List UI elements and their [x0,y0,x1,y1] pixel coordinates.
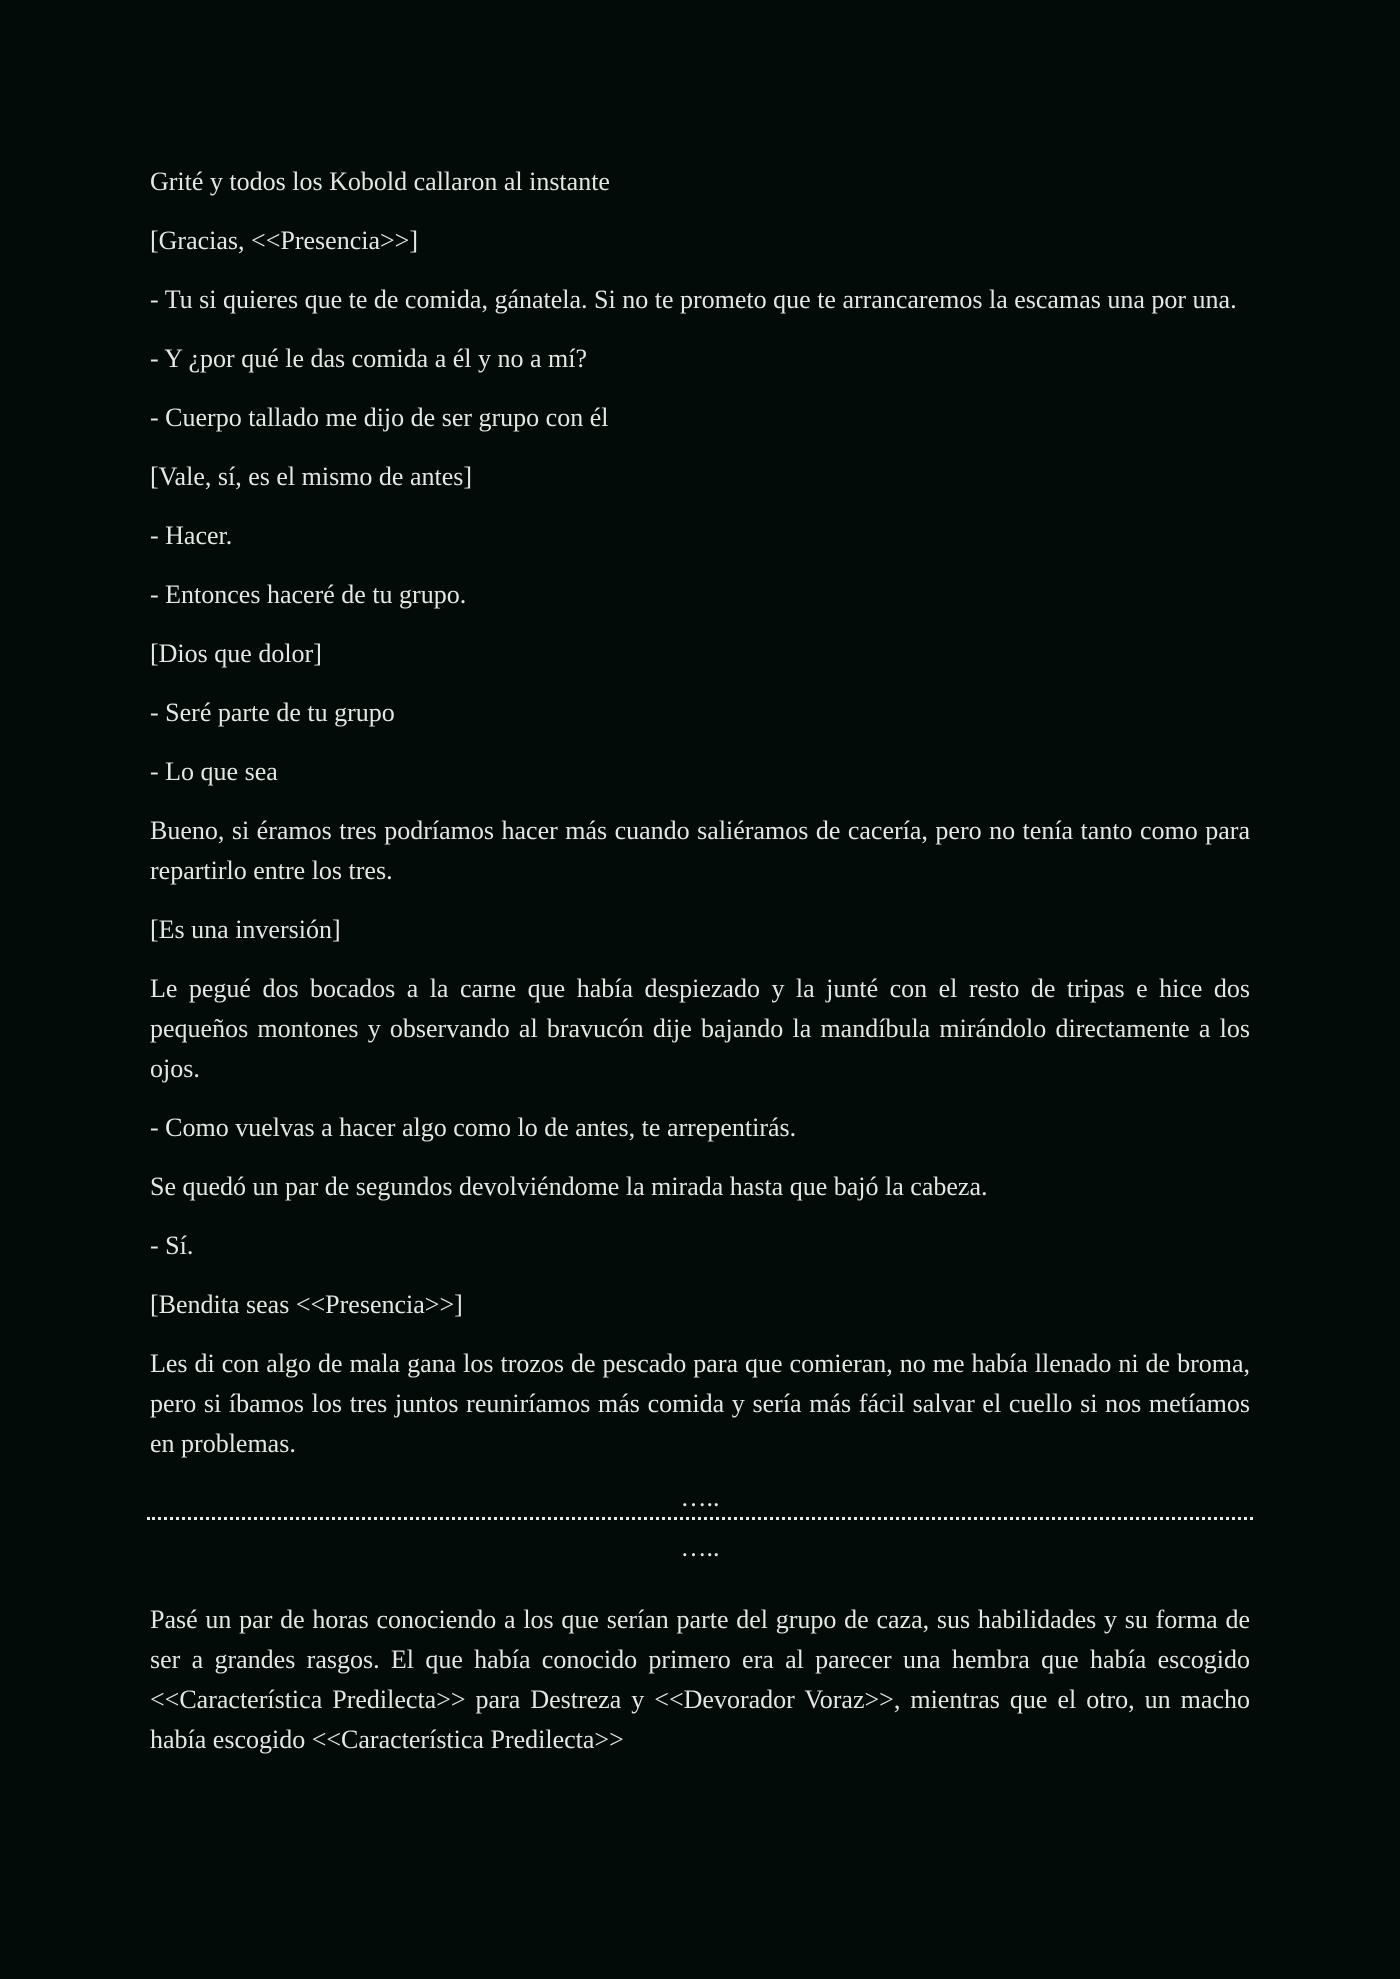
paragraph-7: - Hacer. [150,521,233,550]
paragraph-5: - Cuerpo tallado me dijo de ser grupo con él [150,403,609,432]
paragraph-15: - Como vuelvas a hacer algo como lo de antes, te arrepentirás. [150,1113,797,1142]
paragraph-20: Pasé un par de horas conociendo a los que serían parte del grupo de caza, sus habilidades y su forma de ser a grandes rasgos. El que había conocido primero era al parecer una hembra que había escogido <<Característica Predilecta>> para Destreza y <<Devorador Voraz>>, mientras que el otro, un macho había escogido <<Característica Predilecta>> [150,1605,1250,1754]
section-break-ellipsis-bottom: ….. [680,1533,720,1562]
paragraph-12: Bueno, si éramos tres podríamos hacer más cuando saliéramos de cacería, pero no tenía tanto como para repartirlo entre los tres. [150,816,1250,885]
paragraph-17: - Sí. [150,1231,194,1260]
paragraph-13: [Es una inversión] [150,915,341,944]
paragraph-9: [Dios que dolor] [150,639,322,668]
paragraph-6: [Vale, sí, es el mismo de antes] [150,462,473,491]
paragraph-11: - Lo que sea [150,757,278,786]
document-page [150,162,1250,1779]
paragraph-14: Le pegué dos bocados a la carne que había despiezado y la junté con el resto de tripas e hice dos pequeños montones y observando al bravucón dije bajando la mandíbula mirándolo directamente a los ojos. [150,974,1250,1083]
paragraph-16: Se quedó un par de segundos devolviéndome la mirada hasta que bajó la cabeza. [150,1172,988,1201]
paragraph-3: - Tu si quieres que te de comida, gánatela. Si no te prometo que te arrancaremos la escamas una por una. [150,285,1237,314]
section-break-ellipsis-top: ….. [680,1483,720,1512]
paragraph-1: Grité y todos los Kobold callaron al instante [150,167,610,196]
paragraph-18: [Bendita seas <<Presencia>>] [150,1290,463,1319]
paragraph-8: - Entonces haceré de tu grupo. [150,580,467,609]
dotted-divider [147,1517,1253,1520]
paragraph-2: [Gracias, <<Presencia>>] [150,226,418,255]
paragraph-4: - Y ¿por qué le das comida a él y no a mí? [150,344,588,373]
paragraph-10: - Seré parte de tu grupo [150,698,395,727]
paragraph-19: Les di con algo de mala gana los trozos de pescado para que comieran, no me había llenado ni de broma, pero si íbamos los tres juntos reuniríamos más comida y sería más fácil salvar el cuello si nos metíamos en problemas. [150,1349,1250,1458]
